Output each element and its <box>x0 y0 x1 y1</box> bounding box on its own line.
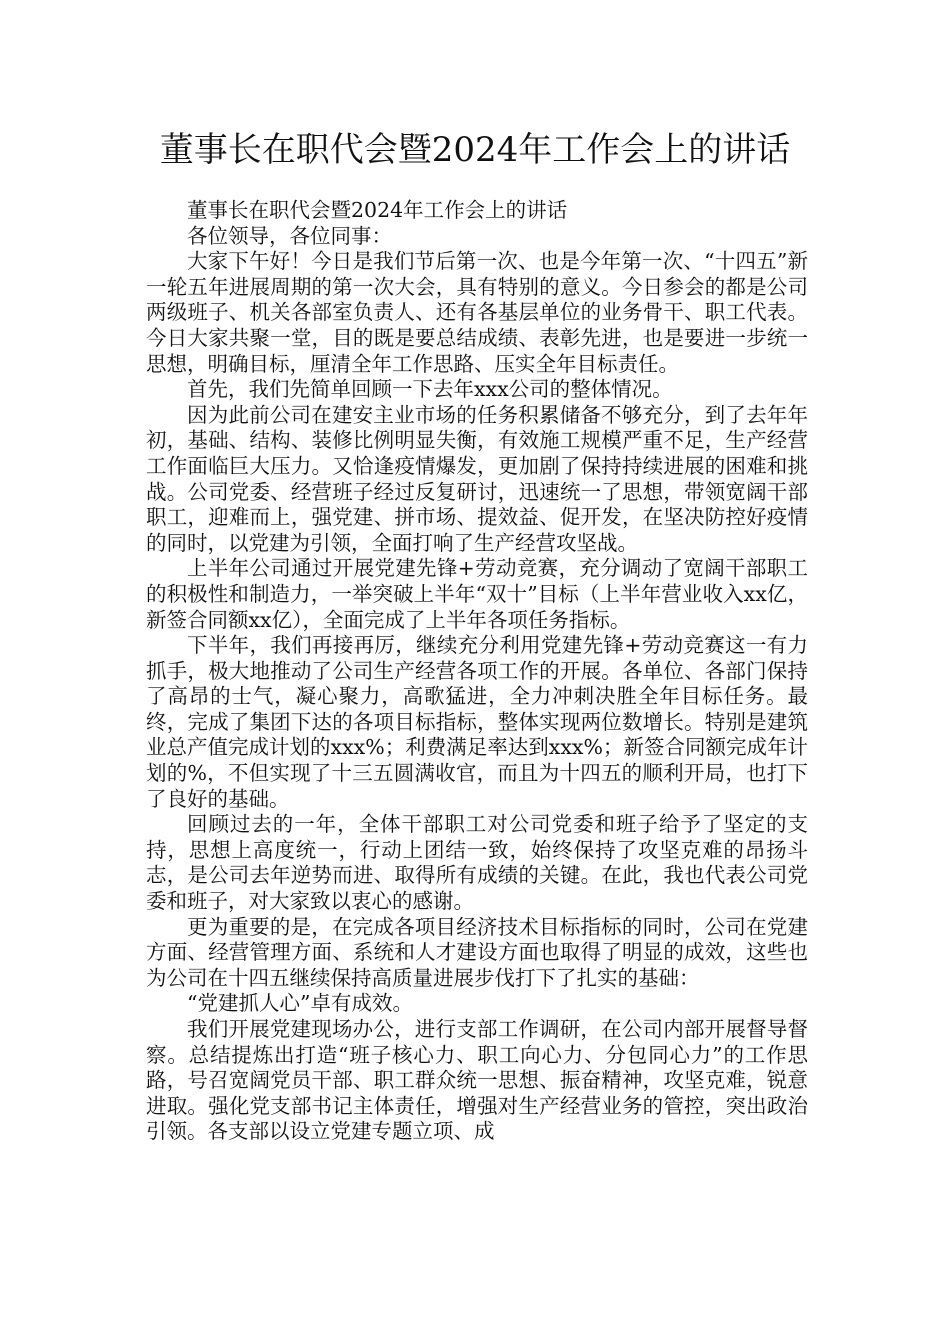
paragraph-thanks: 回顾过去的一年，全体干部职工对公司党委和班子给予了坚定的支持，思想上高度统一，行动上团结一致，始终保持了攻坚克难的昂扬斗志，是公司去年逆势而进、取得所有成绩的关键。在此，我也代表公司党委和班子，对大家致以衷心的感谢。 <box>146 812 808 914</box>
paragraph-opening: 大家下午好！今日是我们节后第一次、也是今年第一次、“十四五”新一轮五年进展周期的第一次大会，具有特别的意义。今日参会的都是公司两级班子、机关各部室负责人、还有各基层单位的业务骨干、职工代表。今日大家共聚一堂，目的既是要总结成绩、表彰先进，也是要进一步统一思想，明确目标，厘清全年工作思路、压实全年目标责任。 <box>146 249 808 376</box>
document-title: 董事长在职代会暨2024年工作会上的讲话 <box>159 130 791 170</box>
document-body <box>146 198 808 1145</box>
paragraph-subtitle: 董事长在职代会暨2024年工作会上的讲话 <box>187 198 568 222</box>
paragraph-salutation: 各位领导，各位同事： <box>187 223 392 248</box>
paragraph-section-heading: “党建抓人心”卓有成效。 <box>187 991 413 1016</box>
paragraph-achievements: 更为重要的是，在完成各项目经济技术目标指标的同时，公司在党建方面、经营管理方面、系统和人才建设方面也取得了明显的成效，这些也为公司在十四五继续保持高质量进展步伐打下了扎实的基础： <box>146 914 808 990</box>
paragraph-second-half: 下半年，我们再接再厉，继续充分利用党建先锋+劳动竞赛这一有力抓手，极大地推动了公司生产经营各项工作的开展。各单位、各部门保持了高昂的士气，凝心聚力，高歌猛进，全力冲刺决胜全年目标任务。最终，完成了集团下达的各项目标指标，整体实现两位数增长。特别是建筑业总产值完成计划的xxx%；利费满足率达到xxx%；新签合同额完成年计划的%，不但实现了十三五圆满收官，而且为十四五的顺利开局，也打下了良好的基础。 <box>146 633 808 811</box>
paragraph-review-intro: 首先，我们先简单回顾一下去年xxx公司的整体情况。 <box>187 377 673 402</box>
paragraph-first-half: 上半年公司通过开展党建先锋+劳动竞赛，充分调动了宽阔干部职工的积极性和制造力，一举突破上半年“双十”目标（上半年营业收入xx亿，新签合同额xx亿），全面完成了上半年各项任务指标。 <box>146 556 808 632</box>
paragraph-party-building: 我们开展党建现场办公，进行支部工作调研，在公司内部开展督导督察。总结提炼出打造“班子核心力、职工向心力、分包同心力”的工作思路，号召宽阔党员干部、职工群众统一思想、振奋精神，攻坚克难，锐意进取。强化党支部书记主体责任，增强对生产经营业务的管控，突出政治引领。各支部以设立党建专题立项、成 <box>146 1017 808 1144</box>
paragraph-background: 因为此前公司在建安主业市场的任务积累储备不够充分，到了去年年初，基础、结构、装修比例明显失衡，有效施工规模严重不足，生产经营工作面临巨大压力。又恰逢疫情爆发，更加剧了保持持续进展的困难和挑战。公司党委、经营班子经过反复研讨，迅速统一了思想，带领宽阔干部职工，迎难而上，强党建、拼市场、提效益、促开发，在坚决防控好疫情的同时，以党建为引领，全面打响了生产经营攻坚战。 <box>146 402 808 555</box>
